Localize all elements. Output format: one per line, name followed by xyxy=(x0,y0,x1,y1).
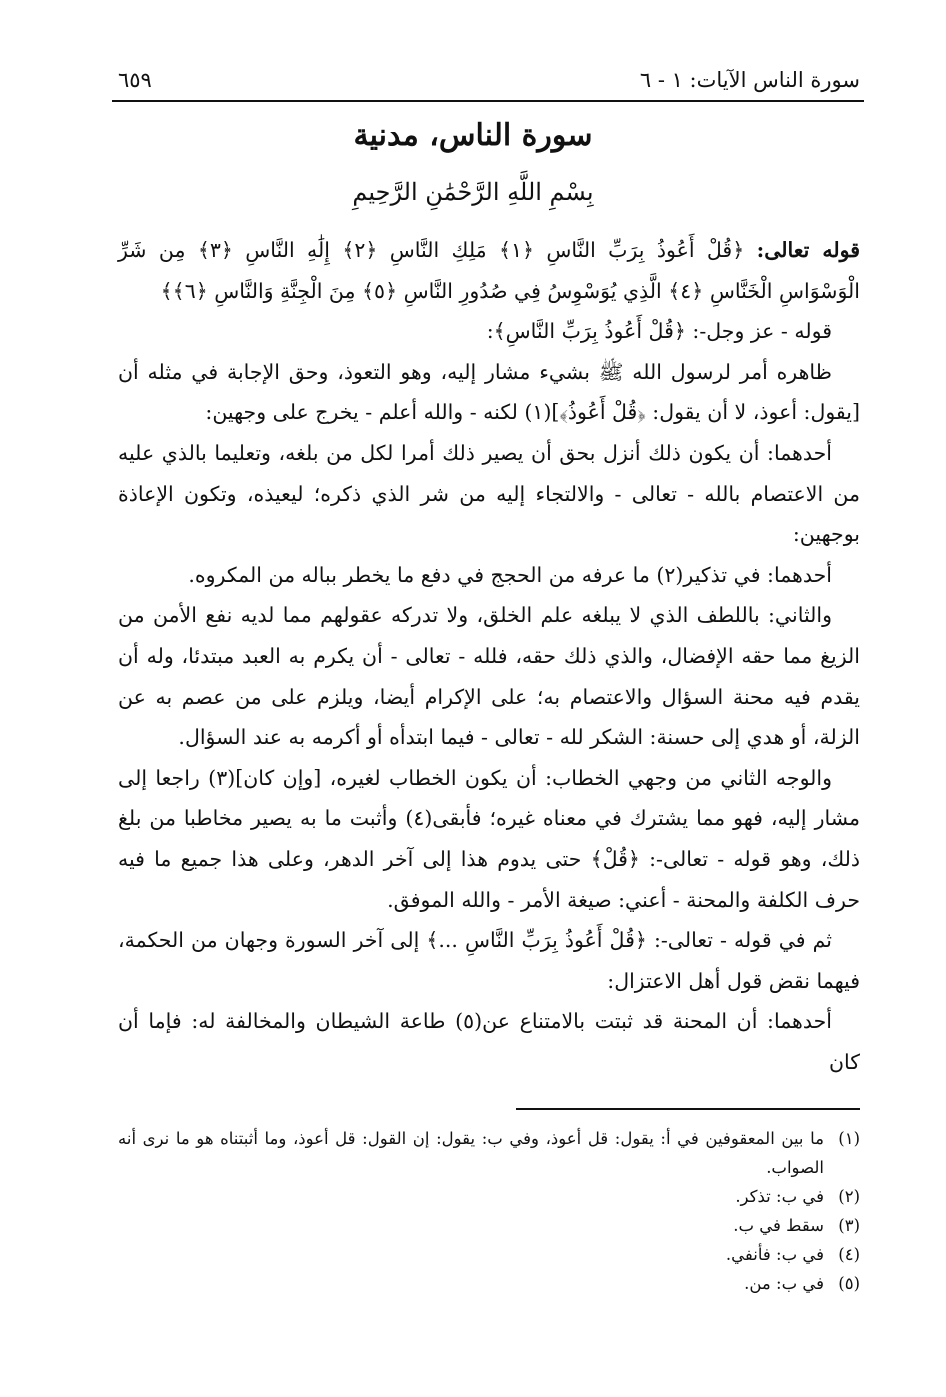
footnote-number: (٥) xyxy=(838,1274,860,1293)
footnote-number: (٢) xyxy=(838,1187,860,1206)
footnote xyxy=(118,1211,860,1240)
footnote-text: في ب: تذكر. xyxy=(735,1187,824,1206)
basmala: بِسْمِ اللَّهِ الرَّحْمَٰنِ الرَّحِيمِ xyxy=(352,178,594,206)
footnote-number: (١) xyxy=(838,1129,860,1148)
footnote xyxy=(118,1124,860,1182)
paragraph: أحدهما: في تذكير(٢) ما عرفه من الحجج في دفع ما يخطر بباله من المكروه. xyxy=(188,562,832,587)
verse-text: ﴿قُلْ أَعُوذُ بِرَبِّ النَّاسِ ﴿١﴾ مَلِكِ النَّاسِ ﴿٢﴾ إِلَٰهِ النَّاسِ ﴿٣﴾ مِن شَرِّ الْوَسْوَاسِ الْخَنَّاسِ ﴿٤﴾ الَّذِي يُوَسْوِسُ فِي صُدُورِ النَّاسِ ﴿٥﴾ مِنَ الْجِنَّةِ وَالنَّاسِ ﴿٦﴾﴾ xyxy=(118,238,860,303)
footnote xyxy=(118,1240,860,1269)
footnote-number: (٣) xyxy=(838,1216,860,1235)
paragraph: أحدهما: أن يكون ذلك أنزل بحق أن يصير ذلك أمرا لكل من بلغه، وتعليما بالذي عليه من الاعتصام بالله - تعالى - والالتجاء إليه من شر الذي ذكره؛ ليعيذه، وتكون الإعاذة بوجهين: xyxy=(118,440,860,547)
footnote xyxy=(118,1182,860,1211)
running-header xyxy=(118,62,860,98)
footnote-text: في ب: من. xyxy=(744,1274,824,1293)
page-number: ٦٥٩ xyxy=(118,68,152,92)
running-title: سورة الناس الآيات: ١ - ٦ xyxy=(639,68,860,92)
verse-label: قوله تعالى: xyxy=(756,238,861,262)
paragraph: والوجه الثاني من وجهي الخطاب: أن يكون الخطاب لغيره، [وإن كان](٣) راجعا إلى مشار إليه، فهو مما يشترك في معناه غيره؛ فأبقى(٤) وأثبت ما به يصير مخاطبا من بلغ ذلك، وهو قوله - تعالى-: ﴿قُلْ﴾ حتى يدوم هذا إلى آخر الدهر، وعلى هذا جميع ما فيه حرف الكلفة والمحنة - أعني: صيغة الأمر - والله الموفق. xyxy=(118,765,860,912)
main-text xyxy=(118,230,860,1082)
footnotes xyxy=(118,1124,860,1298)
paragraph: قوله - عز وجل-: ﴿قُلْ أَعُوذُ بِرَبِّ النَّاسِ﴾: xyxy=(486,319,832,344)
footnote-text: سقط في ب. xyxy=(733,1216,824,1235)
surah-title: سورة الناس، مدنية xyxy=(353,118,593,153)
header-rule xyxy=(112,100,864,102)
footnote-text: في ب: فأنفي. xyxy=(725,1245,824,1264)
paragraph: ظاهره أمر لرسول الله ﷺ بشيء مشار إليه، وهو التعوذ، وحق الإجابة في مثله أن [يقول: أعوذ، لا أن يقول: ﴿قُلْ أَعُوذُ﴾](١) لكنه - والله أعلم - يخرج على وجهين: xyxy=(118,359,860,425)
paragraph: ثم في قوله - تعالى-: ﴿قُلْ أَعُوذُ بِرَبِّ النَّاسِ ...﴾ إلى آخر السورة وجهان من الحكمة، فيهما نقض قول أهل الاعتزال: xyxy=(118,928,860,993)
footnote xyxy=(118,1269,860,1298)
verse-paragraph xyxy=(118,230,860,311)
footnote-rule xyxy=(516,1108,860,1110)
paragraph: أحدهما: أن المحنة قد ثبتت بالامتناع عن(٥) طاعة الشيطان والمخالفة له: فإما أن كان xyxy=(118,1009,860,1074)
footnote-text: ما بين المعقوفين في أ: يقول: قل أعوذ، وفي ب: يقول: إن القول: قل أعوذ، وما أثبتناه هو ما نرى أنه الصواب. xyxy=(118,1129,824,1177)
footnote-number: (٤) xyxy=(838,1245,860,1264)
paragraph: والثاني: باللطف الذي لا يبلغه علم الخلق، ولا تدركه عقولهم مما لديه نفع الأمن من الزيغ مما حقه الإفضال، والذي ذلك حقه، فلله - تعالى - أن يكرم به العبد مبتدئا، وله أن يقدم فيه محنة السؤال والاعتصام به؛ على الإكرام أيضا، ويلزم على من عصم به عن الزلة، أو هدي إلى حسنة: الشكر لله - تعالى - فيما ابتدأه أو أكرمه به عند السؤال. xyxy=(118,603,860,750)
